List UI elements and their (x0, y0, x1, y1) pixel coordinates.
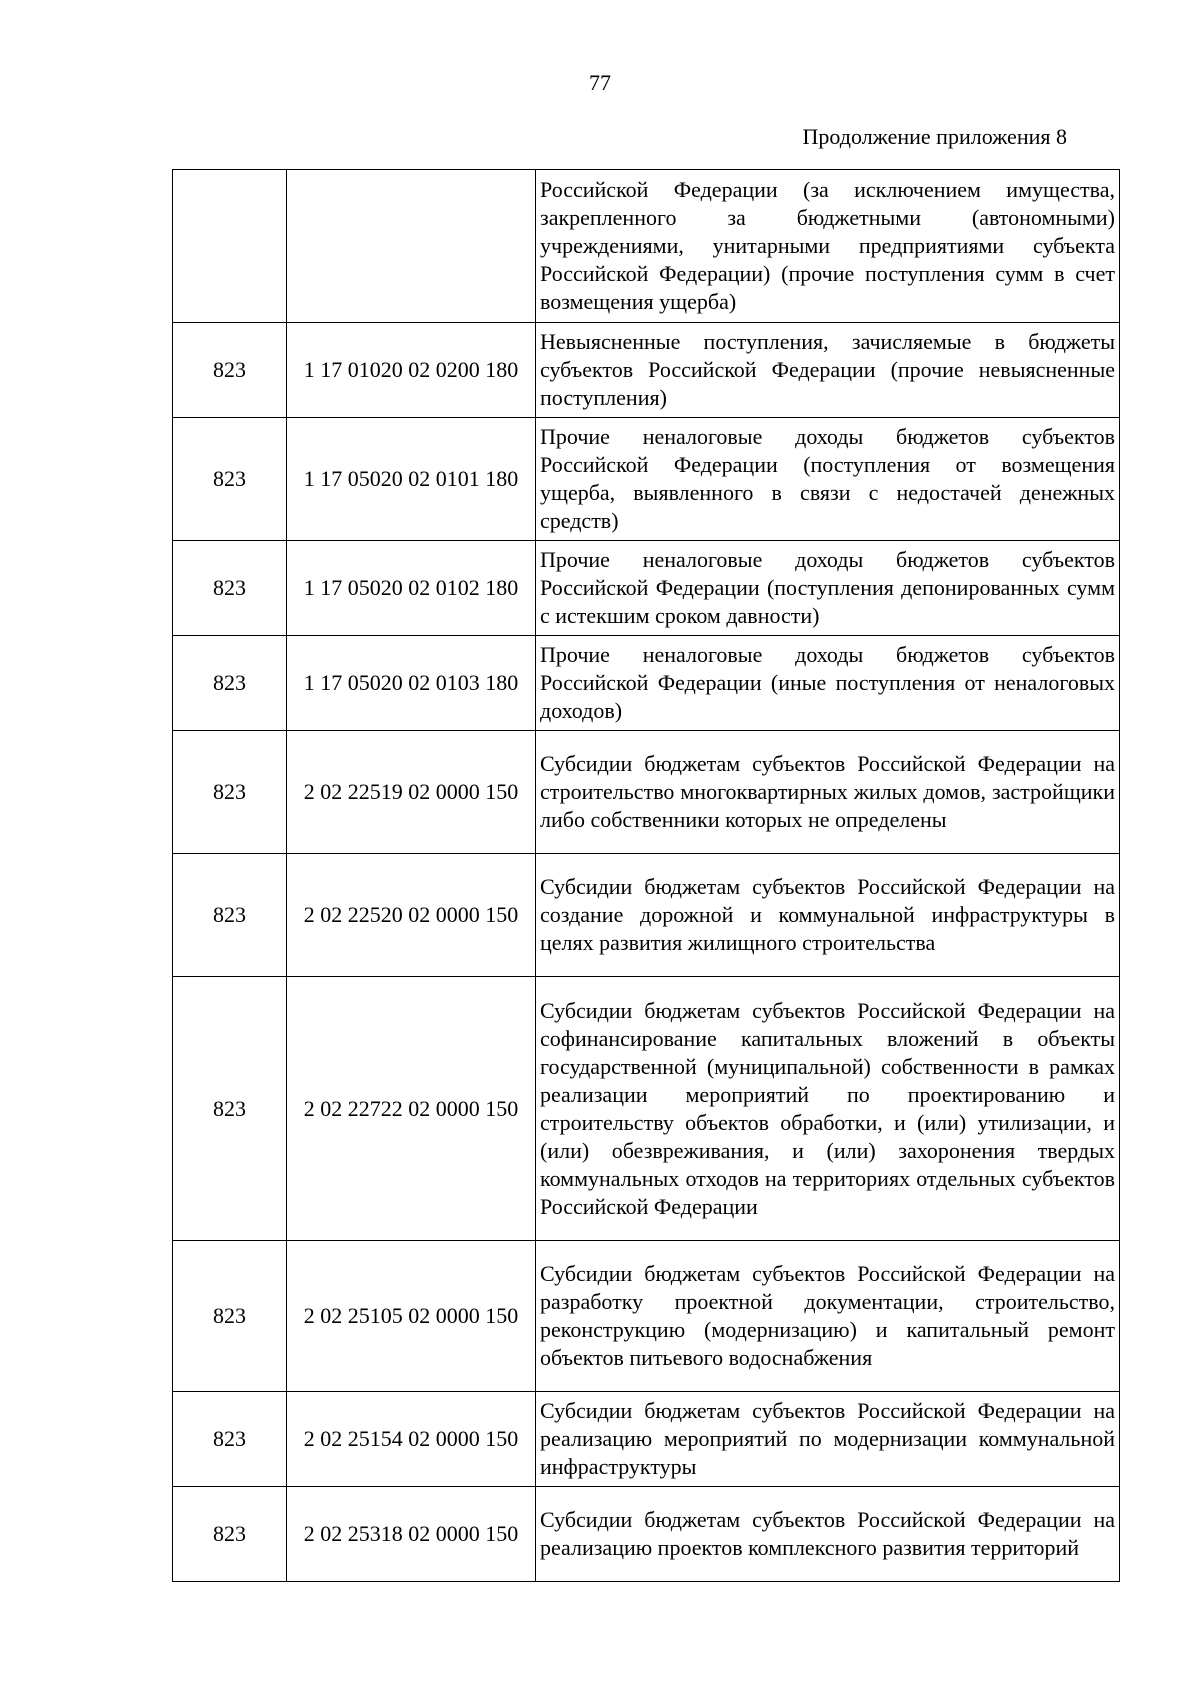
admin-code-cell: 823 (173, 1487, 287, 1582)
admin-code-cell: 823 (173, 854, 287, 977)
revenue-name-cell: Субсидии бюджетам субъектов Российской Федерации на реализацию проектов комплексного развития территорий (536, 1487, 1120, 1582)
revenue-name-cell: Субсидии бюджетам субъектов Российской Федерации на строительство многоквартирных жилых домов, застройщики либо собственники которых не определены (536, 731, 1120, 854)
admin-code-cell: 823 (173, 636, 287, 731)
budget-code-cell: 1 17 01020 02 0200 180 (287, 323, 536, 418)
page-number: 77 (589, 70, 611, 95)
table-row (173, 418, 1120, 541)
admin-code-cell: 823 (173, 1392, 287, 1487)
revenue-name-cell: Субсидии бюджетам субъектов Российской Федерации на софинансирование капитальных вложений в объекты государственной (муниципальной) собственности в рамках реализации мероприятий по проектированию и строительству объектов обработки, и (или) утилизации, и (или) обезвреживания, и (или) захоронения твердых коммунальных отходов на территориях отдельных субъектов Российской Федерации (536, 977, 1120, 1241)
admin-code-cell: 823 (173, 731, 287, 854)
budget-code-cell: 1 17 05020 02 0103 180 (287, 636, 536, 731)
budget-code-cell (287, 170, 536, 323)
admin-code-cell: 823 (173, 1241, 287, 1392)
table-row (173, 541, 1120, 636)
table-row (173, 170, 1120, 323)
revenue-name-cell: Невыясненные поступления, зачисляемые в бюджеты субъектов Российской Федерации (прочие невыясненные поступления) (536, 323, 1120, 418)
budget-code-cell: 2 02 25154 02 0000 150 (287, 1392, 536, 1487)
table-row (173, 854, 1120, 977)
table-row (173, 1392, 1120, 1487)
budget-code-cell: 1 17 05020 02 0101 180 (287, 418, 536, 541)
revenue-name-cell: Прочие неналоговые доходы бюджетов субъектов Российской Федерации (поступления депонированных сумм с истекшим сроком давности) (536, 541, 1120, 636)
table-row (173, 731, 1120, 854)
table-row (173, 1487, 1120, 1582)
appendix-caption: Продолжение приложения 8 (802, 124, 1067, 149)
budget-code-cell: 1 17 05020 02 0102 180 (287, 541, 536, 636)
budget-code-cell: 2 02 22519 02 0000 150 (287, 731, 536, 854)
budget-code-cell: 2 02 25318 02 0000 150 (287, 1487, 536, 1582)
table-row (173, 323, 1120, 418)
admin-code-cell: 823 (173, 323, 287, 418)
admin-code-cell (173, 170, 287, 323)
table-row (173, 636, 1120, 731)
admin-code-cell: 823 (173, 418, 287, 541)
revenue-name-cell: Субсидии бюджетам субъектов Российской Федерации на реализацию мероприятий по модернизации коммунальной инфраструктуры (536, 1392, 1120, 1487)
table-body (173, 170, 1120, 1582)
revenue-name-cell: Прочие неналоговые доходы бюджетов субъектов Российской Федерации (иные поступления от неналоговых доходов) (536, 636, 1120, 731)
admin-code-cell: 823 (173, 541, 287, 636)
admin-code-cell: 823 (173, 977, 287, 1241)
revenue-name-cell: Субсидии бюджетам субъектов Российской Федерации на создание дорожной и коммунальной инфраструктуры в целях развития жилищного строительства (536, 854, 1120, 977)
budget-revenue-table (172, 169, 1120, 1582)
budget-code-cell: 2 02 25105 02 0000 150 (287, 1241, 536, 1392)
budget-code-cell: 2 02 22520 02 0000 150 (287, 854, 536, 977)
table-row (173, 1241, 1120, 1392)
table-row (173, 977, 1120, 1241)
budget-code-cell: 2 02 22722 02 0000 150 (287, 977, 536, 1241)
revenue-name-cell: Субсидии бюджетам субъектов Российской Федерации на разработку проектной документации, строительство, реконструкцию (модернизацию) и капитальный ремонт объектов питьевого водоснабжения (536, 1241, 1120, 1392)
revenue-name-cell: Российской Федерации (за исключением имущества, закрепленного за бюджетными (автономными) учреждениями, унитарными предприятиями субъекта Российской Федерации) (прочие поступления сумм в счет возмещения ущерба) (536, 170, 1120, 323)
revenue-name-cell: Прочие неналоговые доходы бюджетов субъектов Российской Федерации (поступления от возмещения ущерба, выявленного в связи с недостачей денежных средств) (536, 418, 1120, 541)
